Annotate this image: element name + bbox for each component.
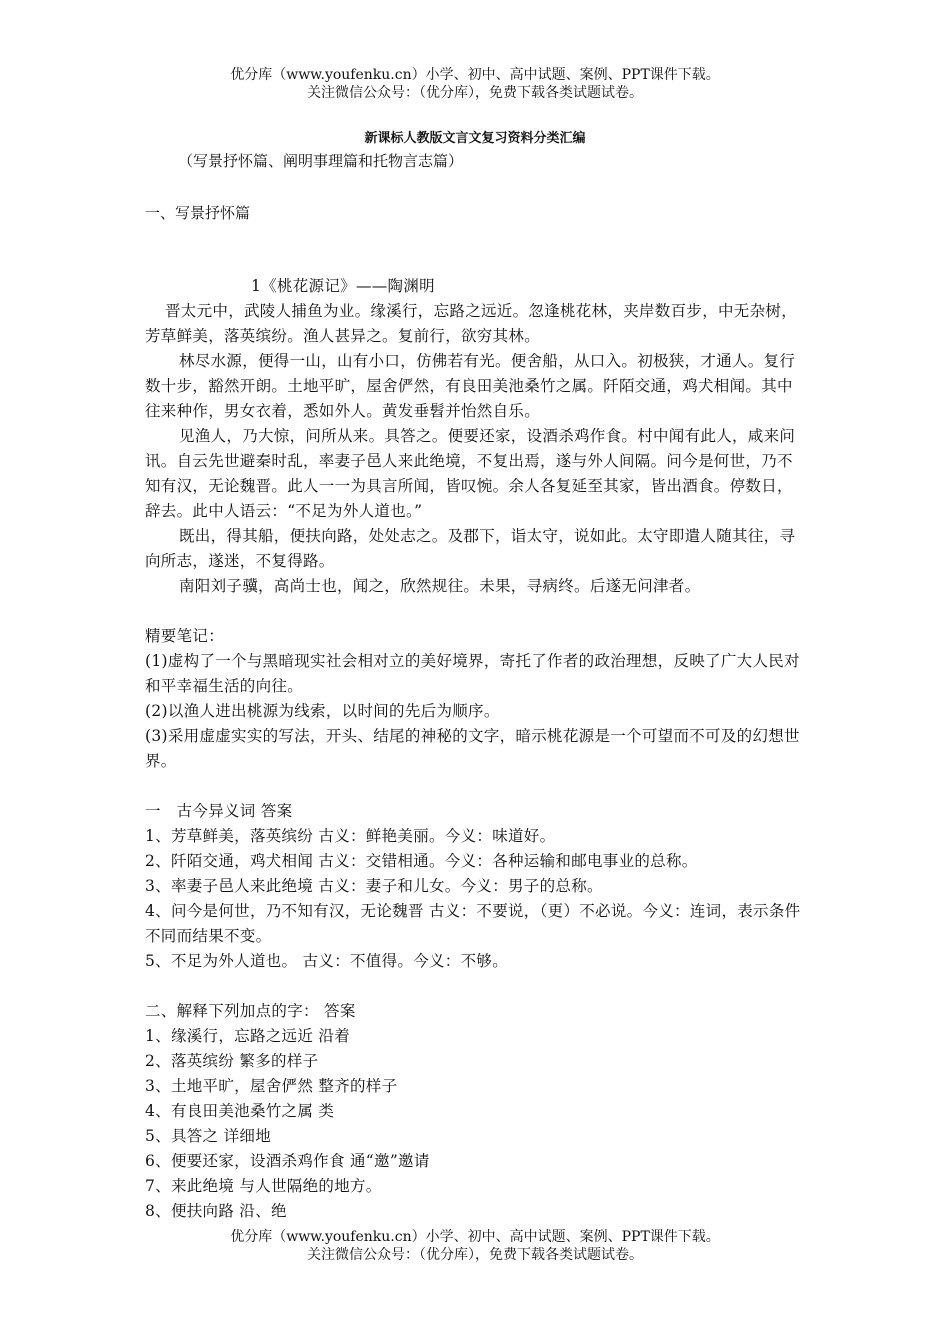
paragraph: 南阳刘子骥，高尚士也，闻之，欣然规往。未果，寻病终。后遂无问津者。: [179, 577, 701, 595]
gujin-item: 4、问今是何世，乃不知有汉，无论魏晋 古义：不要说，（更）不必说。今义：连词，表示条件不同而结果不变。: [145, 902, 801, 945]
header-line-2: 关注微信公众号：（优分库），免费下载各类试题试卷。: [307, 85, 643, 101]
note-item: (3)采用虚虚实实的写法，开头、结尾的神秘的文字，暗示桃花源是一个可望而不可及的幻想世界。: [145, 727, 800, 770]
document-title: 新课标人教版文言文复习资料分类汇编: [364, 131, 586, 146]
section-heading: 一、写景抒怀篇: [145, 204, 251, 222]
main-content: [145, 274, 805, 1224]
gujin-item: 2、阡陌交通，鸡犬相闻 古义：交错相通。今义：各种运输和邮电事业的总称。: [145, 852, 698, 870]
note-item: (2)以渔人进出桃源为线索，以时间的先后为顺序。: [145, 702, 500, 720]
paragraph: 既出，得其船，便扶向路，处处志之。及郡下，诣太守，说如此。太守即遣人随其往，寻向所志，遂迷，不复得路。: [145, 527, 796, 570]
paragraph: 林尽水源，便得一山，山有小口，仿佛若有光。便舍船，从口入。初极狭，才通人。复行数十步，豁然开朗。土地平旷，屋舍俨然，有良田美池桑竹之属。阡陌交通，鸡犬相闻。其中往来种作，男女衣着，悉如外人。黄发垂髫并怡然自乐。: [145, 352, 796, 420]
spacer: [145, 774, 805, 799]
jieshi-item: 1、缘溪行，忘路之远近 沿着: [145, 1027, 350, 1045]
footer-line-2: 关注微信公众号：（优分库），免费下载各类试题试卷。: [307, 1247, 643, 1263]
paragraph: 晋太元中，武陵人捕鱼为业。缘溪行，忘路之远近。忽逢桃花林，夹岸数百步，中无杂树，芳草鲜美，落英缤纷。渔人甚异之。复前行，欲穷其林。: [145, 302, 798, 345]
header-line-1: 优分库（www.youfenku.cn）小学、初中、高中试题、案例、PPT课件下载。: [230, 67, 720, 83]
jieshi-item: 7、来此绝境 与人世隔绝的地方。: [145, 1177, 382, 1195]
jieshi-heading: 二、解释下列加点的字： 答案: [145, 1002, 356, 1020]
page-footer: [0, 1228, 950, 1264]
jieshi-item: 8、便扶向路 沿、绝: [145, 1202, 287, 1220]
jieshi-item: 3、土地平旷，屋舍俨然 整齐的样子: [145, 1077, 398, 1095]
jieshi-item: 2、落英缤纷 繁多的样子: [145, 1052, 319, 1070]
gujin-item: 3、率妻子邑人来此绝境 古义：妻子和儿女。今义：男子的总称。: [145, 877, 603, 895]
page-header: [0, 66, 950, 102]
document-subtitle: （写景抒怀篇、阐明事理篇和托物言志篇）: [178, 152, 464, 170]
notes-heading: 精要笔记：: [145, 627, 225, 645]
gujin-item: 5、不足为外人道也。 古义：不值得。今义：不够。: [145, 952, 508, 970]
jieshi-item: 6、便要还家，设酒杀鸡作食 通“邀”邀请: [145, 1152, 430, 1170]
spacer: [145, 974, 805, 999]
note-item: (1)虚构了一个与黑暗现实社会相对立的美好境界，寄托了作者的政治理想，反映了广大人民对和平幸福生活的向往。: [145, 652, 800, 695]
paragraph: 见渔人，乃大惊，问所从来。具答之。便要还家，设酒杀鸡作食。村中闻有此人，咸来问讯。自云先世避秦时乱，率妻子邑人来此绝境，不复出焉，遂与外人间隔。问今是何世，乃不知有汉，无论魏晋。此人一一为具言所闻，皆叹惋。余人各复延至其家，皆出酒食。停数日，辞去。此中人语云：“不足为外人道也。”: [145, 427, 796, 520]
footer-line-1: 优分库（www.youfenku.cn）小学、初中、高中试题、案例、PPT课件下载。: [230, 1229, 720, 1245]
gujin-item: 1、芳草鲜美，落英缤纷 古义：鲜艳美丽。今义：味道好。: [145, 827, 556, 845]
work-title: 1《桃花源记》——陶渊明: [251, 277, 435, 295]
spacer: [145, 599, 805, 624]
jieshi-item: 5、具答之 详细地: [145, 1127, 271, 1145]
jieshi-item: 4、有良田美池桑竹之属 类: [145, 1102, 335, 1120]
gujin-heading: 一 古今异义词 答案: [145, 802, 293, 820]
